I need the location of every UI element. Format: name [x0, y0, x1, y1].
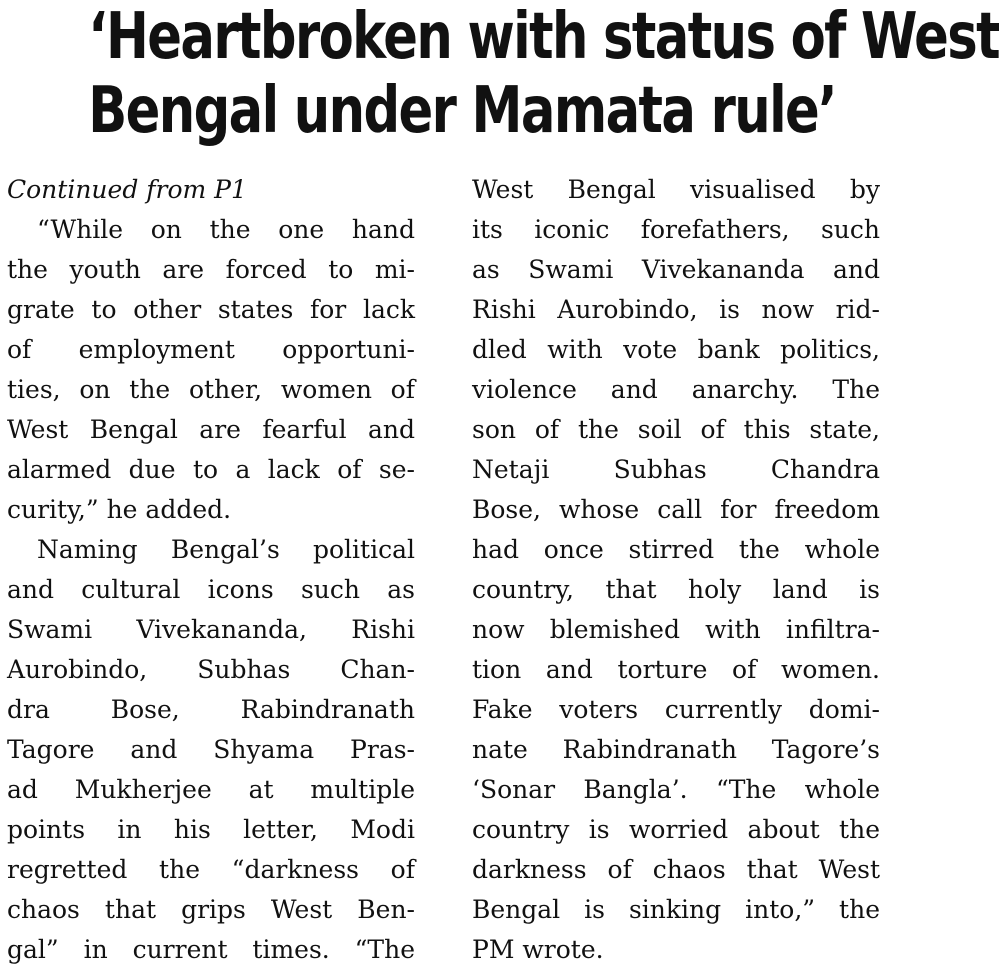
article-text-line: ad Mukherjee at multiple	[7, 775, 415, 804]
article-text-line: ‘Sonar Bangla’. “The whole	[472, 775, 880, 804]
article-text-line: West Bengal are fearful and	[7, 415, 415, 444]
article-text-line: Swami Vivekananda, Rishi	[7, 615, 415, 644]
article-text-line: tion and torture of women.	[472, 655, 880, 684]
article-text-line: regretted the “darkness of	[7, 855, 415, 884]
article-text-line: chaos that grips West Ben-	[7, 895, 415, 924]
article-text-line: its iconic forefathers, such	[472, 215, 880, 244]
article-text-line: “While on the one hand	[37, 215, 415, 244]
article-text-line: son of the soil of this state,	[472, 415, 880, 444]
article-text-line: now blemished with infiltra-	[472, 615, 880, 644]
article-text-line: country is worried about the	[472, 815, 880, 844]
article-text-line: violence and anarchy. The	[472, 375, 880, 404]
article-text-line: dra Bose, Rabindranath	[7, 695, 415, 724]
continued-from-label: Continued from P1	[7, 175, 247, 204]
article-text-line: grate to other states for lack	[7, 295, 415, 324]
article-text-line: nate Rabindranath Tagore’s	[472, 735, 880, 764]
right-column	[472, 170, 880, 970]
article-text-line: darkness of chaos that West	[472, 855, 880, 884]
article-text-line: points in his letter, Modi	[7, 815, 415, 844]
article-text-line: Bengal is sinking into,” the	[472, 895, 880, 924]
article-text-line: and cultural icons such as	[7, 575, 415, 604]
article-text-line: of employment opportuni-	[7, 335, 415, 364]
article-text-line: Rishi Aurobindo, is now rid-	[472, 295, 880, 324]
article-text-line: had once stirred the whole	[472, 535, 880, 564]
article-text-line: the youth are forced to mi-	[7, 255, 415, 284]
article-text-line: gal” in current times. “The	[7, 935, 415, 964]
article-text-line: Naming Bengal’s political	[37, 535, 415, 564]
article-text-line: country, that holy land is	[472, 575, 880, 604]
left-column-lines	[7, 210, 415, 970]
left-column	[7, 170, 415, 970]
article-text-line: Aurobindo, Subhas Chan-	[7, 655, 415, 684]
article-text-line: Fake voters currently domi-	[472, 695, 880, 724]
headline-line-2: Bengal under Mamata rule’	[88, 74, 837, 148]
article-text-line: alarmed due to a lack of se-	[7, 455, 415, 484]
article-text-line: West Bengal visualised by	[472, 175, 880, 204]
article-text-line: Netaji Subhas Chandra	[472, 455, 880, 484]
right-column-lines	[472, 170, 880, 970]
article-text-line: PM wrote.	[472, 935, 604, 964]
article-text-line: curity,” he added.	[7, 495, 232, 524]
headline	[88, 0, 999, 148]
article-text-line: as Swami Vivekananda and	[472, 255, 880, 284]
article-text-line: Bose, whose call for freedom	[472, 495, 880, 524]
article-text-line: dled with vote bank politics,	[472, 335, 880, 364]
article-text-line: ties, on the other, women of	[7, 375, 415, 404]
headline-line-1: ‘Heartbroken with status of West	[88, 0, 999, 74]
article-text-line: Tagore and Shyama Pras-	[7, 735, 415, 764]
